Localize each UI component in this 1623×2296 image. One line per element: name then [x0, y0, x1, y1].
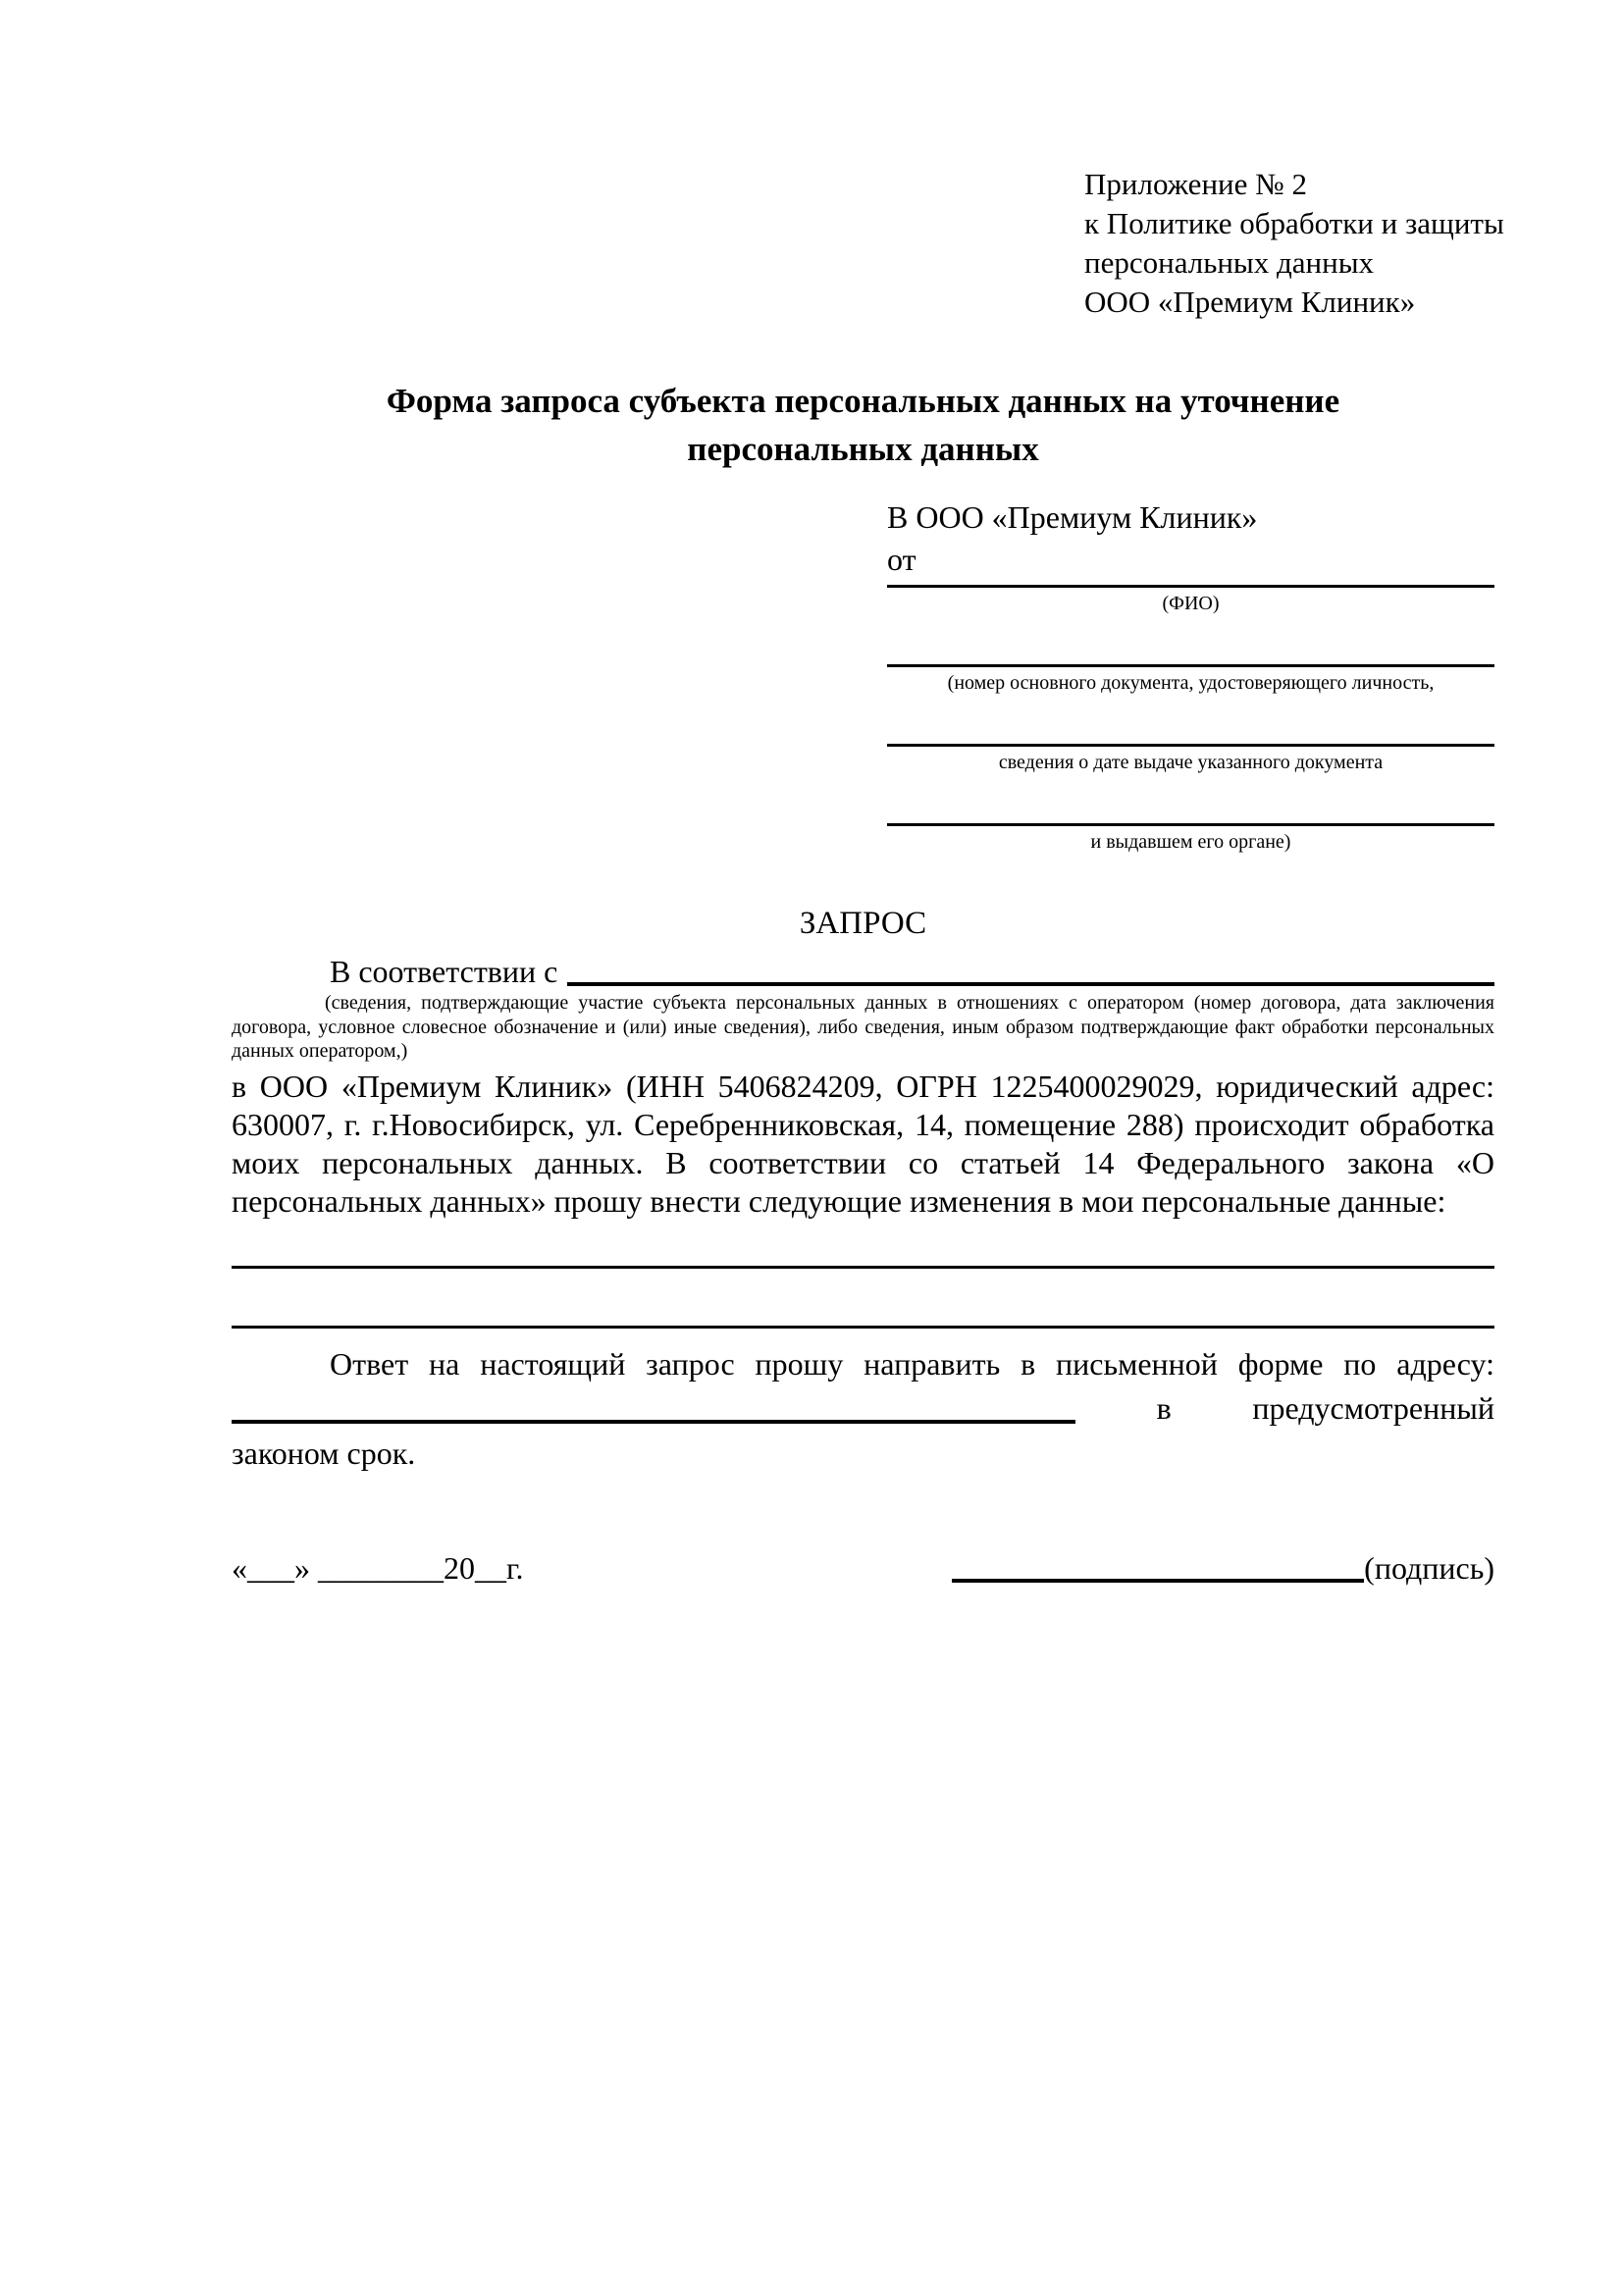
appendix-line: Приложение № 2	[1084, 167, 1307, 201]
changes-blank-line-1	[232, 1266, 1494, 1269]
document-title-line: Форма запроса субъекта персональных данных на уточнение	[386, 382, 1340, 420]
date-signature-row	[232, 1548, 1494, 1588]
doc-issue-date-caption: сведения о дате выдаче указанного документа	[998, 752, 1384, 773]
doc-issue-date-blank-line	[887, 744, 1494, 747]
fio-caption: (ФИО)	[1162, 593, 1220, 614]
signature-caption: (подпись)	[1364, 1549, 1494, 1586]
reply-word-v: в	[1156, 1389, 1172, 1426]
reply-word-predusmotrennyj: предусмотренный	[1252, 1389, 1494, 1426]
appendix-line: ООО «Премиум Клиник»	[1084, 285, 1416, 319]
reply-address-blank-line	[232, 1420, 1075, 1424]
fio-blank-line	[887, 585, 1494, 588]
doc-number-caption: (номер основного документа, удостоверяющего личность,	[947, 672, 1435, 694]
addressee-from-label: от	[887, 542, 916, 577]
reply-text-line3: законом срок.	[232, 1435, 416, 1471]
intro-prefix: В соответствии с	[330, 954, 558, 989]
intro-blank-line	[567, 982, 1494, 986]
request-heading: ЗАПРОС	[799, 906, 927, 941]
document-title-line: персональных данных	[687, 430, 1039, 468]
request-body: в ООО «Премиум Клиник» (ИНН 5406824209, ОГРН 1225400029029, юридический адрес: 630007, г. г.Новосибирск, ул. Серебренниковская, 14, помещение 288) происходит обработка моих персональных данных. В соответствии со статьей 14 Федерального закона «О персональных данных» прошу внести следующие изменения в мои персональные данные:	[232, 1068, 1494, 1219]
reply-text-line1: Ответ на настоящий запрос прошу направить в письменной форме по адресу:	[330, 1345, 1494, 1382]
signature-blank-line	[952, 1579, 1364, 1583]
signature-area	[952, 1548, 1494, 1588]
appendix-header	[1084, 165, 1504, 322]
explanatory-note: (сведения, подтверждающие участие субъекта персональных данных в отношениях с оператором (номер договора, дата заключения договора, условное словесное обозначение и (или) иные сведения), либо сведения, иным образом подтверждающие факт обработки персональных данных оператором,)	[232, 992, 1494, 1062]
doc-issuer-caption: и выдавшем его органе)	[1090, 831, 1291, 853]
doc-issuer-blank-line	[887, 823, 1494, 826]
document-title	[232, 377, 1494, 473]
appendix-line: персональных данных	[1084, 245, 1375, 280]
reply-address-row	[232, 1387, 1494, 1429]
appendix-line: к Политике обработки и защиты	[1084, 206, 1504, 240]
date-blank: «___» ________20__г.	[232, 1549, 524, 1586]
changes-blank-line-2	[232, 1326, 1494, 1329]
addressee-block	[887, 496, 1494, 854]
addressee-to: В ООО «Премиум Клиник»	[887, 499, 1258, 535]
doc-number-blank-line	[887, 664, 1494, 667]
intro-row	[232, 952, 1494, 991]
